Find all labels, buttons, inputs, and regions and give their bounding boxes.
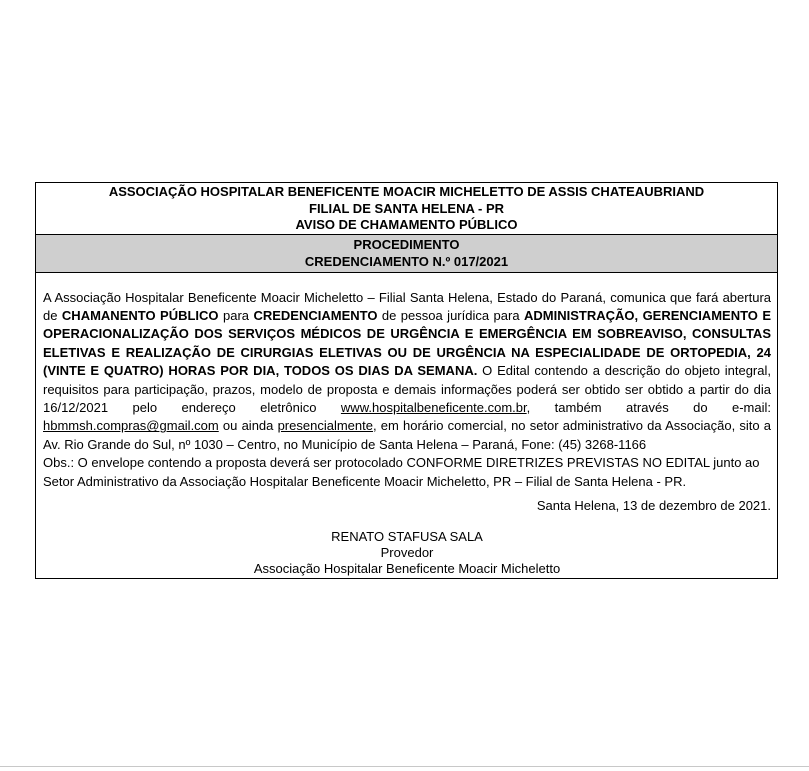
procedure-label: PROCEDIMENTO [353, 236, 460, 252]
website-link[interactable]: www.hospitalbeneficente.com.br [340, 399, 527, 415]
procedure-box [36, 235, 777, 273]
text-segment: de pessoa jurídica para [377, 307, 525, 323]
text-segment: para [218, 307, 254, 323]
signer-role: Provedor [380, 545, 434, 561]
date-line: Santa Helena, 13 de dezembro de 2021. [536, 497, 771, 513]
bold-segment: CREDENCIAMENTO [253, 307, 378, 323]
signature-block [43, 529, 771, 578]
presencial-text: presencialmente [277, 418, 373, 434]
text-segment: , em horário comercial, no setor administrativo da Associação, sito a Av. Rio Grande do Sul, nº 1030 – Centro, no Município de Santa Helena – Paraná, Fone: (45) 3268-1166 [43, 418, 772, 452]
organization-title: ASSOCIAÇÃO HOSPITALAR BENEFICENTE MOACIR MICHELETTO DE ASSIS CHATEAUBRIAND [108, 184, 705, 199]
text-segment: A Associação Hospitalar Beneficente Moacir Micheletto – Filial Santa Helena, Estado do Paraná, comunica que fará abertura de [43, 289, 771, 323]
public-notice [35, 182, 778, 579]
notice-body [36, 273, 777, 579]
bold-segment: CHAMANENTO PÚBLICO [61, 307, 219, 323]
signer-organization: Associação Hospitalar Beneficente Moacir Micheletto [253, 561, 561, 577]
main-paragraph [43, 289, 771, 455]
observation-paragraph: Obs.: O envelope contendo a proposta deverá ser protocolado CONFORME DIRETRIZES PREVISTAS NO EDITAL junto ao Setor Administrativo da Associação Hospitalar Beneficente Moacir Micheletto, PR – Filial de Santa Helena - PR. [43, 455, 760, 489]
text-segment: ou ainda [218, 418, 278, 434]
branch-title: FILIAL DE SANTA HELENA - PR [309, 200, 504, 216]
signer-name: RENATO STAFUSA SALA [331, 529, 483, 545]
service-description: ADMINISTRAÇÃO, GERENCIAMENTO E OPERACIONALIZAÇÃO DOS SERVIÇOS MÉDICOS DE URGÊNCIA E EMERGÊNCIA EM SOBREAVISO, CONSULTAS ELETIVAS E REALIZAÇÃO DE CIRURGIAS ELETIVAS OU DE URGÊNCIA NA ESPECIALIDADE DE ORTOPEDIA, 24 (VINTE E QUATRO) HORAS POR DIA, TODOS OS DIAS DA SEMANA. [43, 307, 772, 379]
notice-title: AVISO DE CHAMAMENTO PÚBLICO [295, 217, 518, 232]
text-segment: O Edital contendo a descrição do objeto integral, requisitos para participação, prazos, modelo de proposta e demais informações poderá ser obtido ser obtido a partir do dia 16/12/2021 pelo endereço eletrônico [43, 363, 771, 415]
procedure-number: CREDENCIAMENTO N.º 017/2021 [304, 254, 509, 269]
email-link[interactable]: hbmmsh.compras@gmail.com [43, 418, 219, 434]
text-segment: , também através do e-mail: [526, 399, 771, 415]
page-divider [0, 766, 809, 767]
notice-header [36, 183, 777, 235]
